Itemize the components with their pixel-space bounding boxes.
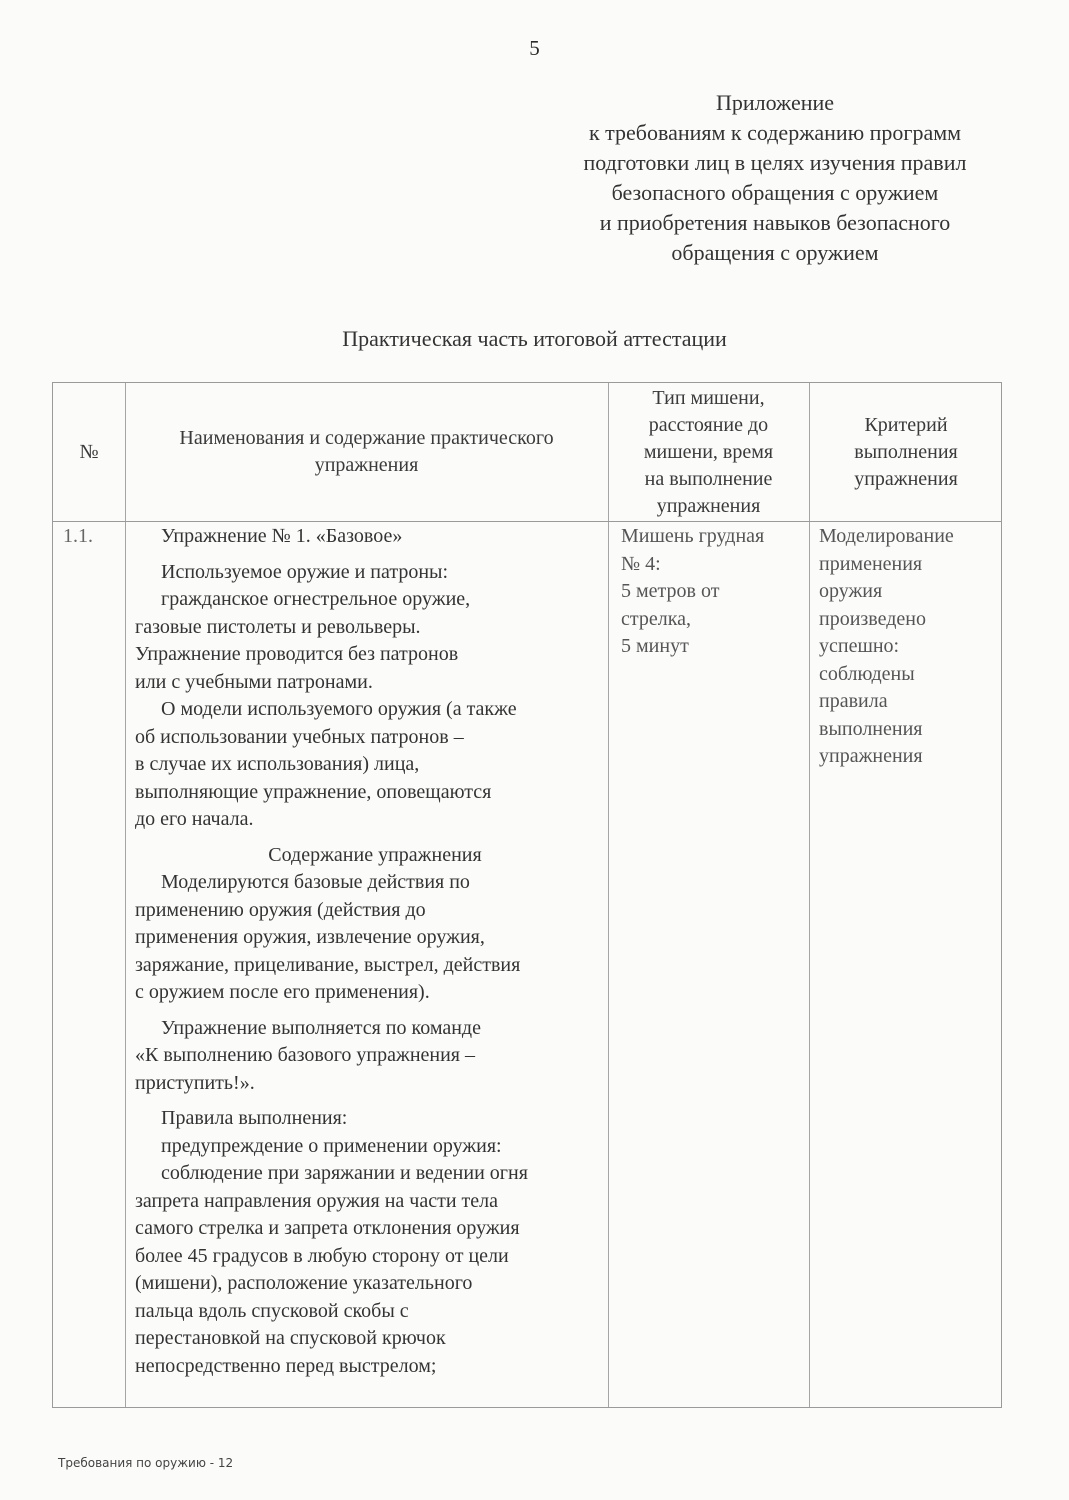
text-line: «К выполнению базового упражнения –	[135, 1044, 475, 1066]
text-line: Моделируются базовые действия по	[161, 871, 470, 893]
text-line: применения оружия, извлечение оружия,	[135, 926, 485, 948]
text-line: до его начала.	[135, 808, 254, 830]
criteria-line: произведено	[819, 607, 927, 630]
appendix-heading	[520, 88, 1030, 268]
target-line: № 4:	[621, 552, 661, 575]
appendix-line: Приложение	[715, 90, 835, 115]
text-line: соблюдение при заряжании и ведении огня	[161, 1162, 528, 1184]
column-divider	[809, 383, 810, 1407]
header-num: №	[79, 440, 99, 463]
text-line: Правила выполнения:	[161, 1107, 348, 1129]
header-divider	[53, 521, 1001, 522]
header-name: Наименования и содержание практического упражнения	[179, 427, 554, 476]
target-line: 5 минут	[621, 635, 689, 657]
text-line: выполняющие упражнение, оповещаются	[135, 780, 492, 803]
criteria-line: соблюдены	[819, 662, 915, 685]
criteria-line: оружия	[819, 580, 883, 602]
target-line: Мишень грудная	[621, 525, 765, 547]
text-line: запрета направления оружия на части тела	[135, 1189, 498, 1212]
text-line: гражданское огнестрельное оружие,	[161, 588, 471, 610]
page-footer: Требования по оружию - 12	[58, 1456, 234, 1470]
text-line: приступить!».	[135, 1071, 255, 1094]
text-line: (мишени), расположение указательного	[135, 1272, 473, 1294]
text-line: пальца вдоль спусковой скобы с	[135, 1299, 409, 1322]
target-line: 5 метров от	[621, 580, 720, 602]
section-title: Практическая часть итоговой аттестации	[342, 326, 727, 351]
appendix-line: обращения с оружием	[671, 240, 879, 265]
header-criteria-line: выполнения	[854, 440, 958, 463]
exercise-description	[135, 523, 615, 1380]
column-divider	[125, 383, 126, 1407]
text-line: предупреждение о применении оружия:	[161, 1134, 502, 1157]
row-number: 1.1.	[63, 525, 93, 547]
header-target	[608, 383, 809, 521]
header-target-line: Тип мишени,	[652, 386, 765, 409]
page-number: 5	[529, 36, 540, 60]
text-line: Используемое оружие и патроны:	[161, 560, 449, 583]
text-line: непосредственно перед выстрелом;	[135, 1354, 437, 1377]
text-line: или с учебными патронами.	[135, 670, 373, 693]
criteria-line: применения	[819, 552, 923, 575]
text-line: перестановкой на спусковой крючок	[135, 1327, 446, 1349]
header-target-line: упражнения	[656, 494, 761, 517]
text-line: с оружием после его применения).	[135, 981, 430, 1003]
target-info	[621, 523, 801, 661]
criteria-line: Моделирование	[819, 525, 954, 547]
text-line: газовые пистолеты и револьверы.	[135, 615, 421, 638]
attestation-table	[52, 382, 1002, 1408]
appendix-line: безопасного обращения с оружием	[611, 180, 939, 205]
header-criteria	[809, 383, 1003, 521]
header-target-line: мишени, время	[643, 440, 774, 463]
criteria-line: успешно:	[819, 635, 900, 657]
text-line: применению оружия (действия до	[135, 898, 426, 921]
text-line: О модели используемого оружия (а также	[161, 698, 517, 720]
header-target-line: на выполнение	[644, 467, 773, 490]
text-line: заряжание, прицеливание, выстрел, действия	[135, 953, 521, 976]
criteria-line: правила	[819, 690, 888, 712]
criteria-line: упражнения	[819, 745, 923, 767]
header-target-line: расстояние до	[648, 413, 769, 436]
text-line: Упражнение проводится без патронов	[135, 643, 459, 665]
target-line: стрелка,	[621, 607, 692, 630]
text-line: в случае их использования) лица,	[135, 753, 420, 775]
exercise-title: Упражнение № 1. «Базовое»	[161, 525, 403, 547]
text-line: Упражнение выполняется по команде	[161, 1016, 481, 1039]
header-criteria-line: упражнения	[854, 467, 958, 490]
text-line: самого стрелка и запрета отклонения оружия	[135, 1217, 520, 1239]
appendix-line: к требованиям к содержанию программ	[588, 120, 962, 145]
criteria-info	[819, 523, 999, 771]
content-subheading: Содержание упражнения	[268, 843, 482, 866]
text-line: об использовании учебных патронов –	[135, 725, 464, 748]
criteria-line: выполнения	[819, 717, 923, 740]
text-line: более 45 градусов в любую сторону от цели	[135, 1244, 509, 1267]
appendix-line: подготовки лиц в целях изучения правил	[583, 150, 967, 175]
header-criteria-line: Критерий	[864, 413, 948, 436]
appendix-line: и приобретения навыков безопасного	[599, 210, 951, 235]
